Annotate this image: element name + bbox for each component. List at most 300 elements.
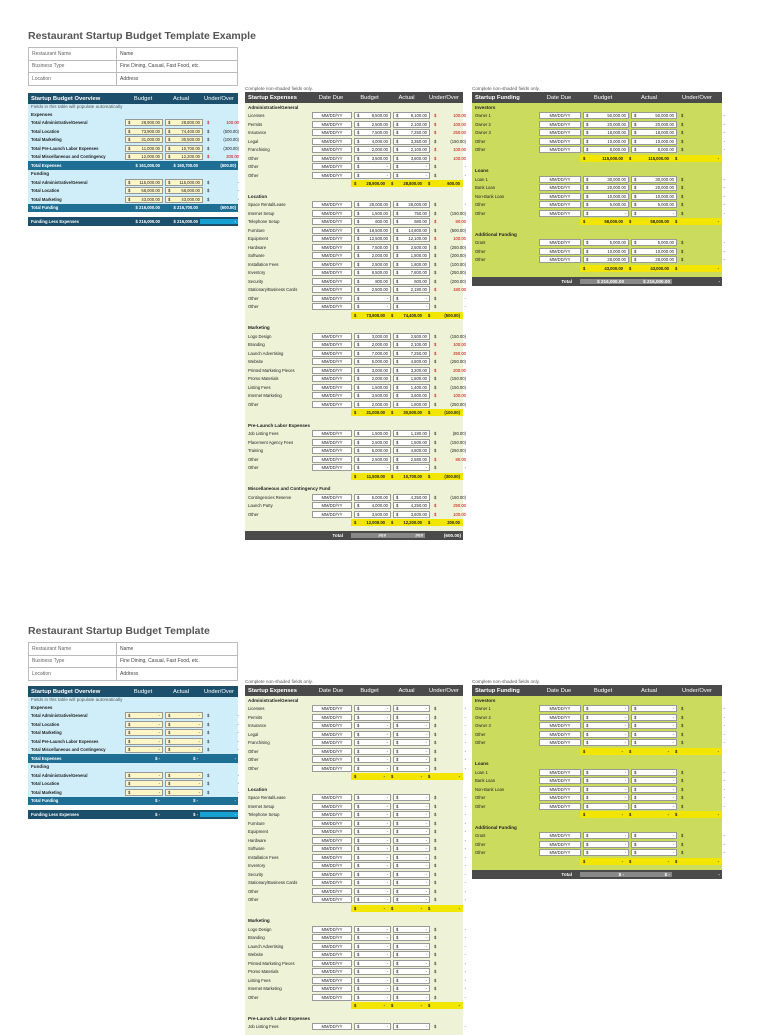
budget-input[interactable] [354, 464, 391, 471]
actual-input[interactable] [393, 350, 430, 357]
expenses-row-label: Insurance [248, 723, 267, 729]
budget-input[interactable] [354, 121, 391, 128]
budget-input[interactable] [354, 739, 391, 746]
budget-input[interactable] [583, 777, 629, 784]
actual-input[interactable] [393, 163, 430, 170]
date-due-input[interactable]: MM/DD/YY [312, 227, 352, 234]
date-due-input[interactable]: MM/DD/YY [539, 210, 581, 217]
date-due-input[interactable]: MM/DD/YY [312, 794, 352, 801]
date-due-input[interactable]: MM/DD/YY [312, 511, 352, 518]
budget-input[interactable] [583, 786, 629, 793]
actual-input[interactable] [393, 172, 430, 179]
actual-input[interactable] [393, 502, 430, 509]
actual-input[interactable] [393, 811, 430, 818]
date-due-input[interactable]: MM/DD/YY [312, 392, 352, 399]
actual-input[interactable] [393, 227, 430, 234]
budget-input[interactable] [354, 350, 391, 357]
actual-input[interactable] [631, 786, 677, 793]
location-field[interactable]: Address [117, 73, 238, 86]
budget-input[interactable] [354, 934, 391, 941]
restaurant-name-field[interactable]: Name [117, 48, 238, 61]
budget-input[interactable] [354, 502, 391, 509]
budget-input[interactable] [354, 155, 391, 162]
budget-input[interactable] [583, 248, 629, 255]
actual-input[interactable] [393, 1023, 430, 1030]
date-due-input[interactable]: MM/DD/YY [312, 358, 352, 365]
actual-input[interactable] [393, 926, 430, 933]
actual-input[interactable] [393, 748, 430, 755]
date-due-input[interactable]: MM/DD/YY [312, 837, 352, 844]
date-due-input[interactable]: MM/DD/YY [312, 155, 352, 162]
date-due-input[interactable]: MM/DD/YY [539, 731, 581, 738]
date-due-input[interactable]: MM/DD/YY [312, 862, 352, 869]
actual-input[interactable] [631, 714, 677, 721]
actual-input[interactable] [393, 845, 430, 852]
budget-input[interactable] [354, 756, 391, 763]
budget-input[interactable] [354, 845, 391, 852]
budget-input[interactable] [354, 977, 391, 984]
actual-input[interactable] [393, 269, 430, 276]
date-due-input[interactable]: MM/DD/YY [312, 112, 352, 119]
budget-input[interactable] [354, 926, 391, 933]
budget-input[interactable] [354, 748, 391, 755]
date-due-input[interactable]: MM/DD/YY [539, 112, 581, 119]
budget-input[interactable] [354, 820, 391, 827]
actual-input[interactable] [393, 375, 430, 382]
date-due-input[interactable]: MM/DD/YY [312, 926, 352, 933]
date-due-input[interactable]: MM/DD/YY [312, 845, 352, 852]
budget-input[interactable] [583, 722, 629, 729]
date-due-input[interactable]: MM/DD/YY [312, 731, 352, 738]
budget-input[interactable] [354, 375, 391, 382]
date-due-input[interactable]: MM/DD/YY [312, 286, 352, 293]
actual-input[interactable] [393, 803, 430, 810]
actual-input[interactable] [631, 184, 677, 191]
date-due-input[interactable]: MM/DD/YY [312, 748, 352, 755]
actual-input[interactable] [393, 896, 430, 903]
budget-input[interactable] [583, 239, 629, 246]
actual-input[interactable] [393, 951, 430, 958]
budget-input[interactable] [354, 951, 391, 958]
date-due-input[interactable]: MM/DD/YY [312, 896, 352, 903]
date-due-input[interactable]: MM/DD/YY [312, 803, 352, 810]
date-due-input[interactable]: MM/DD/YY [539, 832, 581, 839]
date-due-input[interactable]: MM/DD/YY [539, 184, 581, 191]
budget-input[interactable] [354, 803, 391, 810]
actual-input[interactable] [393, 756, 430, 763]
date-due-input[interactable]: MM/DD/YY [312, 367, 352, 374]
currency-symbol: $ [357, 304, 360, 310]
date-due-input[interactable]: MM/DD/YY [539, 794, 581, 801]
budget-input[interactable] [354, 439, 391, 446]
date-due-input[interactable]: MM/DD/YY [539, 714, 581, 721]
date-due-input[interactable]: MM/DD/YY [539, 722, 581, 729]
budget-input[interactable] [354, 1023, 391, 1030]
budget-input[interactable] [354, 269, 391, 276]
date-due-input[interactable]: MM/DD/YY [312, 278, 352, 285]
date-due-input[interactable]: MM/DD/YY [539, 786, 581, 793]
actual-input[interactable] [393, 278, 430, 285]
actual-input[interactable] [393, 430, 430, 437]
actual-input[interactable] [393, 333, 430, 340]
date-due-input[interactable]: MM/DD/YY [312, 502, 352, 509]
budget-input[interactable] [354, 244, 391, 251]
budget-input[interactable] [354, 235, 391, 242]
date-due-input[interactable]: MM/DD/YY [312, 828, 352, 835]
date-due-input[interactable]: MM/DD/YY [312, 994, 352, 1001]
budget-input[interactable] [583, 210, 629, 217]
actual-input[interactable] [393, 862, 430, 869]
actual-input[interactable] [631, 129, 677, 136]
budget-input[interactable] [354, 985, 391, 992]
budget-input[interactable] [583, 769, 629, 776]
budget-input[interactable] [354, 163, 391, 170]
actual-input[interactable] [393, 201, 430, 208]
budget-input[interactable] [354, 295, 391, 302]
expenses-row-label: Training [248, 448, 263, 454]
date-due-input[interactable]: MM/DD/YY [312, 464, 352, 471]
actual-input[interactable] [631, 832, 677, 839]
budget-input[interactable] [583, 849, 629, 856]
actual-input[interactable] [393, 871, 430, 878]
actual-input[interactable] [631, 777, 677, 784]
actual-input[interactable] [393, 121, 430, 128]
date-due-input[interactable]: MM/DD/YY [312, 854, 352, 861]
actual-input[interactable] [393, 112, 430, 119]
actual-input[interactable] [631, 803, 677, 810]
date-due-input[interactable]: MM/DD/YY [539, 193, 581, 200]
date-due-input[interactable]: MM/DD/YY [312, 244, 352, 251]
date-due-input[interactable]: MM/DD/YY [312, 163, 352, 170]
restaurant-name-field[interactable]: Name [117, 643, 238, 656]
budget-input[interactable] [583, 201, 629, 208]
budget-input[interactable] [583, 794, 629, 801]
budget-input[interactable] [354, 879, 391, 886]
budget-input[interactable] [583, 184, 629, 191]
date-due-input[interactable]: MM/DD/YY [312, 888, 352, 895]
expenses-row-label: Stationary/Business Cards [248, 287, 298, 293]
actual-input[interactable] [393, 494, 430, 501]
actual-input[interactable] [393, 341, 430, 348]
date-due-input[interactable]: MM/DD/YY [312, 303, 352, 310]
actual-input[interactable] [393, 303, 430, 310]
date-due-input[interactable]: MM/DD/YY [312, 1023, 352, 1030]
budget-input[interactable] [354, 401, 391, 408]
budget-input[interactable] [583, 193, 629, 200]
date-due-input[interactable]: MM/DD/YY [312, 138, 352, 145]
budget-input[interactable] [354, 112, 391, 119]
budget-input[interactable] [354, 994, 391, 1001]
date-due-input[interactable]: MM/DD/YY [312, 146, 352, 153]
budget-input[interactable] [354, 201, 391, 208]
budget-input[interactable] [354, 392, 391, 399]
actual-input[interactable] [631, 705, 677, 712]
actual-input[interactable] [631, 256, 677, 263]
date-due-input[interactable]: MM/DD/YY [312, 943, 352, 950]
date-due-input[interactable]: MM/DD/YY [312, 341, 352, 348]
budget-input[interactable] [583, 129, 629, 136]
budget-input[interactable] [583, 705, 629, 712]
date-due-input[interactable]: MM/DD/YY [312, 714, 352, 721]
budget-input[interactable] [354, 705, 391, 712]
budget-input[interactable] [354, 303, 391, 310]
date-due-input[interactable]: MM/DD/YY [312, 879, 352, 886]
actual-input[interactable] [393, 286, 430, 293]
date-due-input[interactable]: MM/DD/YY [539, 841, 581, 848]
date-due-input[interactable]: MM/DD/YY [312, 252, 352, 259]
actual-input[interactable] [393, 235, 430, 242]
budget-input[interactable] [354, 129, 391, 136]
actual-input[interactable] [393, 358, 430, 365]
actual-input[interactable] [631, 138, 677, 145]
actual-input[interactable] [393, 765, 430, 772]
actual-input[interactable] [393, 447, 430, 454]
budget-input-value: - [386, 465, 388, 471]
budget-input[interactable] [354, 854, 391, 861]
budget-input[interactable] [354, 430, 391, 437]
date-due-input[interactable]: MM/DD/YY [539, 803, 581, 810]
budget-input[interactable] [354, 765, 391, 772]
budget-input[interactable] [354, 811, 391, 818]
actual-input[interactable] [631, 849, 677, 856]
date-due-input[interactable]: MM/DD/YY [312, 968, 352, 975]
budget-input[interactable] [354, 384, 391, 391]
budget-input[interactable] [354, 968, 391, 975]
actual-input-value: - [672, 833, 674, 839]
budget-input[interactable] [354, 447, 391, 454]
actual-input[interactable] [393, 295, 430, 302]
budget-input[interactable] [354, 871, 391, 878]
actual-input[interactable] [393, 705, 430, 712]
budget-input[interactable] [354, 722, 391, 729]
actual-input[interactable] [393, 943, 430, 950]
actual-input[interactable] [393, 934, 430, 941]
date-due-input[interactable]: MM/DD/YY [312, 934, 352, 941]
date-due-input[interactable]: MM/DD/YY [312, 201, 352, 208]
date-due-input[interactable]: MM/DD/YY [539, 256, 581, 263]
date-due-input[interactable]: MM/DD/YY [539, 777, 581, 784]
date-due-input[interactable]: MM/DD/YY [312, 820, 352, 827]
actual-input[interactable] [393, 888, 430, 895]
actual-input[interactable] [393, 837, 430, 844]
budget-input[interactable] [354, 172, 391, 179]
budget-input[interactable] [583, 739, 629, 746]
budget-input[interactable] [583, 176, 629, 183]
budget-input[interactable] [354, 286, 391, 293]
budget-input[interactable] [583, 256, 629, 263]
actual-input[interactable] [631, 201, 677, 208]
date-due-input[interactable]: MM/DD/YY [539, 705, 581, 712]
actual-input[interactable] [393, 261, 430, 268]
budget-input[interactable] [583, 731, 629, 738]
date-due-input[interactable]: MM/DD/YY [539, 239, 581, 246]
date-due-input[interactable]: MM/DD/YY [312, 210, 352, 217]
actual-input[interactable] [393, 714, 430, 721]
date-due-input[interactable]: MM/DD/YY [539, 201, 581, 208]
actual-input[interactable] [393, 985, 430, 992]
budget-input[interactable] [354, 146, 391, 153]
date-due-input[interactable]: MM/DD/YY [312, 261, 352, 268]
currency-symbol: $ [357, 854, 360, 860]
currency-symbol: $ [357, 172, 360, 178]
date-due-input[interactable]: MM/DD/YY [312, 705, 352, 712]
actual-input[interactable] [393, 739, 430, 746]
date-due-input[interactable]: MM/DD/YY [312, 430, 352, 437]
date-due-input[interactable]: MM/DD/YY [312, 375, 352, 382]
actual-input[interactable] [631, 794, 677, 801]
budget-input[interactable] [354, 862, 391, 869]
actual-input[interactable] [393, 854, 430, 861]
actual-input[interactable] [393, 401, 430, 408]
actual-input[interactable] [631, 176, 677, 183]
actual-input[interactable] [393, 367, 430, 374]
budget-input[interactable] [354, 837, 391, 844]
date-due-input[interactable]: MM/DD/YY [312, 739, 352, 746]
actual-input[interactable] [393, 994, 430, 1001]
date-due-input[interactable]: MM/DD/YY [312, 871, 352, 878]
actual-input[interactable] [393, 820, 430, 827]
date-due-input[interactable]: MM/DD/YY [539, 138, 581, 145]
actual-input[interactable] [393, 384, 430, 391]
actual-input[interactable] [631, 841, 677, 848]
budget-input[interactable] [354, 252, 391, 259]
location-field[interactable]: Address [117, 668, 238, 681]
business-type-field[interactable]: Fine Dining, Casual, Fast Food, etc. [117, 60, 238, 73]
actual-input[interactable] [631, 112, 677, 119]
actual-input[interactable] [631, 769, 677, 776]
date-due-input[interactable]: MM/DD/YY [312, 951, 352, 958]
budget-input[interactable] [583, 714, 629, 721]
actual-input[interactable] [393, 244, 430, 251]
date-due-input[interactable]: MM/DD/YY [539, 739, 581, 746]
actual-input[interactable] [393, 138, 430, 145]
actual-input[interactable] [631, 193, 677, 200]
budget-input[interactable] [354, 358, 391, 365]
actual-input[interactable] [631, 121, 677, 128]
date-due-input[interactable]: MM/DD/YY [312, 722, 352, 729]
actual-input[interactable] [393, 210, 430, 217]
budget-input[interactable] [354, 960, 391, 967]
date-due-input[interactable]: MM/DD/YY [312, 977, 352, 984]
budget-input[interactable] [354, 794, 391, 801]
budget-input[interactable] [354, 341, 391, 348]
date-due-input[interactable]: MM/DD/YY [539, 849, 581, 856]
actual-input[interactable] [631, 239, 677, 246]
actual-input[interactable] [393, 392, 430, 399]
actual-input[interactable] [631, 210, 677, 217]
budget-input[interactable] [354, 278, 391, 285]
date-due-input[interactable]: MM/DD/YY [312, 333, 352, 340]
date-due-input[interactable]: MM/DD/YY [539, 146, 581, 153]
actual-input[interactable] [393, 731, 430, 738]
actual-input[interactable] [631, 722, 677, 729]
date-due-input[interactable]: MM/DD/YY [312, 494, 352, 501]
date-due-input[interactable]: MM/DD/YY [312, 350, 352, 357]
budget-input[interactable] [354, 456, 391, 463]
date-due-input[interactable]: MM/DD/YY [312, 811, 352, 818]
actual-input[interactable] [393, 456, 430, 463]
date-due-input[interactable]: MM/DD/YY [312, 235, 352, 242]
business-type-field[interactable]: Fine Dining, Casual, Fast Food, etc. [117, 655, 238, 668]
actual-input[interactable] [393, 511, 430, 518]
actual-input[interactable] [393, 155, 430, 162]
date-due-input[interactable]: MM/DD/YY [539, 121, 581, 128]
budget-input[interactable] [354, 261, 391, 268]
date-due-input[interactable]: MM/DD/YY [539, 769, 581, 776]
date-due-input[interactable]: MM/DD/YY [312, 985, 352, 992]
actual-input[interactable] [393, 960, 430, 967]
date-due-input[interactable]: MM/DD/YY [312, 121, 352, 128]
budget-input[interactable] [354, 896, 391, 903]
actual-input[interactable] [393, 129, 430, 136]
actual-input[interactable] [393, 252, 430, 259]
budget-input[interactable] [354, 227, 391, 234]
actual-input[interactable] [631, 248, 677, 255]
date-due-input[interactable]: MM/DD/YY [312, 447, 352, 454]
date-due-input[interactable]: MM/DD/YY [312, 218, 352, 225]
date-due-input[interactable]: MM/DD/YY [312, 401, 352, 408]
date-due-input[interactable]: MM/DD/YY [539, 248, 581, 255]
budget-input[interactable] [354, 210, 391, 217]
budget-input[interactable] [354, 731, 391, 738]
date-due-input[interactable]: MM/DD/YY [312, 269, 352, 276]
date-due-input[interactable]: MM/DD/YY [312, 456, 352, 463]
budget-input[interactable] [354, 218, 391, 225]
date-due-input[interactable]: MM/DD/YY [312, 295, 352, 302]
budget-input[interactable] [583, 803, 629, 810]
budget-input[interactable] [583, 832, 629, 839]
actual-input[interactable] [393, 968, 430, 975]
budget-input[interactable] [583, 146, 629, 153]
overview-budget-value: - [158, 721, 160, 727]
date-due-input[interactable]: MM/DD/YY [312, 765, 352, 772]
date-due-input[interactable]: MM/DD/YY [312, 960, 352, 967]
budget-input[interactable] [354, 828, 391, 835]
actual-input[interactable] [393, 722, 430, 729]
budget-input[interactable] [354, 714, 391, 721]
date-due-input[interactable]: MM/DD/YY [312, 756, 352, 763]
budget-input[interactable] [354, 333, 391, 340]
date-due-input[interactable]: MM/DD/YY [539, 176, 581, 183]
budget-input[interactable] [354, 943, 391, 950]
actual-input[interactable] [393, 464, 430, 471]
date-due-input[interactable]: MM/DD/YY [539, 129, 581, 136]
budget-input[interactable] [354, 888, 391, 895]
date-due-input[interactable]: MM/DD/YY [312, 384, 352, 391]
budget-input[interactable] [354, 367, 391, 374]
date-due-input[interactable]: MM/DD/YY [312, 439, 352, 446]
actual-input[interactable] [393, 794, 430, 801]
date-due-input[interactable]: MM/DD/YY [312, 129, 352, 136]
actual-input[interactable] [631, 739, 677, 746]
actual-input[interactable] [631, 146, 677, 153]
actual-input[interactable] [631, 731, 677, 738]
budget-input[interactable] [354, 494, 391, 501]
budget-input[interactable] [354, 138, 391, 145]
budget-input[interactable] [583, 841, 629, 848]
actual-input[interactable] [393, 439, 430, 446]
budget-input[interactable] [354, 511, 391, 518]
budget-input[interactable] [583, 121, 629, 128]
date-due-input[interactable]: MM/DD/YY [312, 172, 352, 179]
budget-input[interactable] [583, 112, 629, 119]
actual-input[interactable] [393, 879, 430, 886]
actual-input[interactable] [393, 828, 430, 835]
actual-input[interactable] [393, 146, 430, 153]
actual-input[interactable] [393, 977, 430, 984]
budget-input[interactable] [583, 138, 629, 145]
actual-input[interactable] [393, 218, 430, 225]
